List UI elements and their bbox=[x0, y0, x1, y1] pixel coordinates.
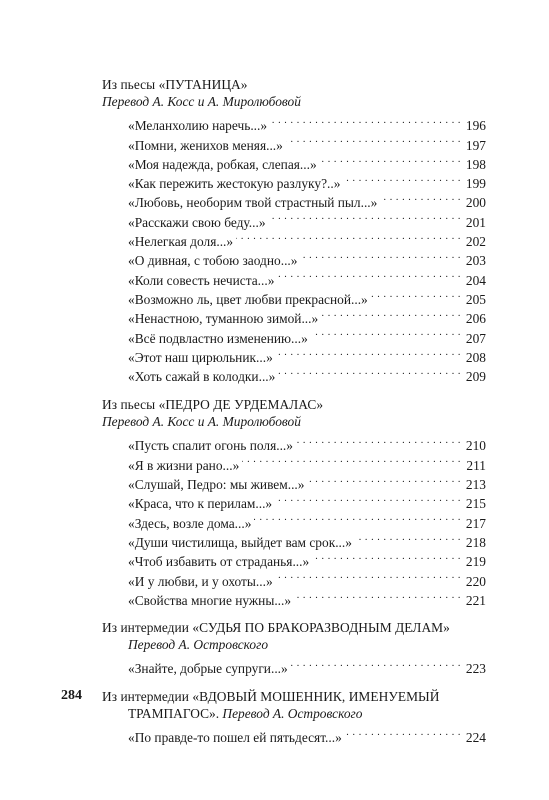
dot-leader bbox=[294, 586, 461, 605]
entry-page-number: 208 bbox=[465, 349, 486, 365]
section-title-continuation bbox=[128, 705, 486, 722]
entry-title: «Расскажи свою беду...» bbox=[128, 214, 266, 230]
entry-title: «Нелегкая доля...» bbox=[128, 234, 234, 250]
translator-credit: Перевод А. Островского bbox=[222, 706, 363, 722]
dot-leader bbox=[296, 431, 461, 450]
section-title: Из интермедии «ВДОВЫЙ МОШЕННИК, ИМЕНУЕМЫЙ bbox=[102, 689, 440, 705]
dot-leader bbox=[312, 547, 461, 566]
toc-entry[interactable] bbox=[128, 431, 486, 454]
table-of-contents bbox=[102, 76, 486, 759]
entry-page-number: 205 bbox=[465, 291, 486, 307]
entry-page-number: 210 bbox=[465, 438, 486, 454]
dot-leader bbox=[320, 150, 461, 169]
dot-leader bbox=[270, 111, 461, 130]
entry-page-number: 204 bbox=[465, 272, 486, 288]
entry-list bbox=[128, 654, 486, 677]
entry-title: «Возможно ль, цвет любви прекрасной...» bbox=[128, 291, 368, 307]
entry-page-number: 202 bbox=[465, 234, 486, 250]
translator-credit: Перевод А. Косс и А. Миролюбовой bbox=[102, 414, 301, 430]
dot-leader bbox=[355, 528, 461, 547]
entry-title: «Этот наш цирюльник...» bbox=[128, 349, 273, 365]
entry-title: «Чтоб избавить от страданья...» bbox=[128, 554, 310, 570]
entry-page-number: 199 bbox=[465, 176, 486, 192]
dot-leader bbox=[291, 654, 461, 673]
entry-page-number: 209 bbox=[465, 369, 486, 385]
entry-list bbox=[128, 111, 486, 385]
toc-entry[interactable] bbox=[128, 111, 486, 134]
entry-title: «Хоть сажай в колодки...» bbox=[128, 369, 276, 385]
section-title-line2: ТРАМПАГОС». bbox=[128, 706, 220, 722]
entry-title: «Слушай, Педро: мы живем...» bbox=[128, 477, 305, 493]
toc-section bbox=[102, 76, 486, 385]
toc-entry[interactable] bbox=[128, 723, 486, 746]
toc-entry[interactable] bbox=[128, 654, 486, 677]
entry-title: «Души чистилища, выйдет вам срок...» bbox=[128, 534, 352, 550]
entry-page-number: 213 bbox=[465, 477, 486, 493]
dot-leader bbox=[275, 489, 461, 508]
toc-section bbox=[102, 619, 486, 677]
dot-leader bbox=[277, 265, 461, 284]
dot-leader bbox=[343, 169, 461, 188]
dot-leader bbox=[380, 188, 461, 207]
dot-leader bbox=[311, 323, 461, 342]
entry-page-number: 197 bbox=[465, 137, 486, 153]
entry-page-number: 221 bbox=[465, 592, 486, 608]
section-title: Из пьесы «ПУТАНИЦА» bbox=[102, 77, 248, 92]
footer-page-number: 284 bbox=[61, 688, 82, 703]
dot-leader bbox=[269, 207, 461, 226]
entry-page-number: 224 bbox=[465, 730, 486, 746]
dot-leader bbox=[276, 343, 461, 362]
section-title: Из пьесы «ПЕДРО ДЕ УРДЕМАЛАС» bbox=[102, 397, 324, 413]
entry-page-number: 211 bbox=[466, 457, 486, 473]
dot-leader bbox=[371, 285, 461, 304]
entry-page-number: 203 bbox=[465, 253, 486, 269]
dot-leader bbox=[242, 450, 461, 469]
entry-title: «Меланхолию наречь...» bbox=[128, 118, 268, 134]
entry-title: «О дивная, с тобою заодно...» bbox=[128, 253, 298, 269]
dot-leader bbox=[345, 723, 461, 742]
entry-title: «Пусть спалит огонь поля...» bbox=[128, 438, 293, 454]
entry-page-number: 220 bbox=[465, 573, 486, 589]
dot-leader bbox=[321, 304, 461, 323]
entry-title: «Краса, что к перилам...» bbox=[128, 496, 273, 512]
entry-title: «Помни, женихов меняя...» bbox=[128, 137, 283, 153]
dot-leader bbox=[286, 130, 461, 149]
entry-title: «Ненастною, туманною зимой...» bbox=[128, 311, 319, 327]
entry-title: «Всё подвластно изменению...» bbox=[128, 330, 308, 346]
entry-page-number: 196 bbox=[465, 118, 486, 134]
entry-title: «Здесь, возле дома...» bbox=[128, 515, 252, 531]
entry-title: «По правде-то пошел ей пятьдесят...» bbox=[128, 730, 342, 746]
entry-page-number: 215 bbox=[465, 496, 486, 512]
entry-page-number: 217 bbox=[465, 515, 486, 531]
dot-leader bbox=[300, 246, 461, 265]
dot-leader bbox=[307, 470, 461, 489]
entry-list bbox=[128, 431, 486, 608]
entry-title: «И у любви, и у охоты...» bbox=[128, 573, 273, 589]
dot-leader bbox=[236, 227, 461, 246]
entry-title: «Я в жизни рано...» bbox=[128, 457, 240, 473]
entry-title: «Моя надежда, робкая, слепая...» bbox=[128, 156, 317, 172]
section-title: Из интермедии «СУДЬЯ ПО БРАКОРАЗВОДНЫМ ДЕЛАМ» bbox=[102, 619, 450, 635]
translator-credit: Перевод А. Косс и А. Миролюбовой bbox=[102, 94, 301, 109]
entry-page-number: 198 bbox=[465, 156, 486, 172]
toc-section bbox=[102, 396, 486, 608]
entry-page-number: 207 bbox=[465, 330, 486, 346]
entry-page-number: 200 bbox=[465, 195, 486, 211]
entry-page-number: 219 bbox=[465, 554, 486, 570]
entry-page-number: 218 bbox=[465, 534, 486, 550]
toc-section bbox=[102, 688, 486, 746]
dot-leader bbox=[278, 362, 461, 381]
entry-title: «Любовь, необорим твой страстный пыл...» bbox=[128, 195, 378, 211]
dot-leader bbox=[254, 508, 461, 527]
entry-page-number: 223 bbox=[465, 661, 486, 677]
entry-title: «Знайте, добрые супруги...» bbox=[128, 661, 288, 677]
entry-title: «Как пережить жестокую разлуку?..» bbox=[128, 176, 341, 192]
entry-title: «Свойства многие нужны...» bbox=[128, 592, 292, 608]
translator-credit: Перевод А. Островского bbox=[128, 636, 269, 652]
entry-page-number: 206 bbox=[465, 311, 486, 327]
entry-title: «Коли совесть нечиста...» bbox=[128, 272, 275, 288]
dot-leader bbox=[276, 566, 461, 585]
entry-page-number: 201 bbox=[465, 214, 486, 230]
entry-list bbox=[128, 723, 486, 746]
